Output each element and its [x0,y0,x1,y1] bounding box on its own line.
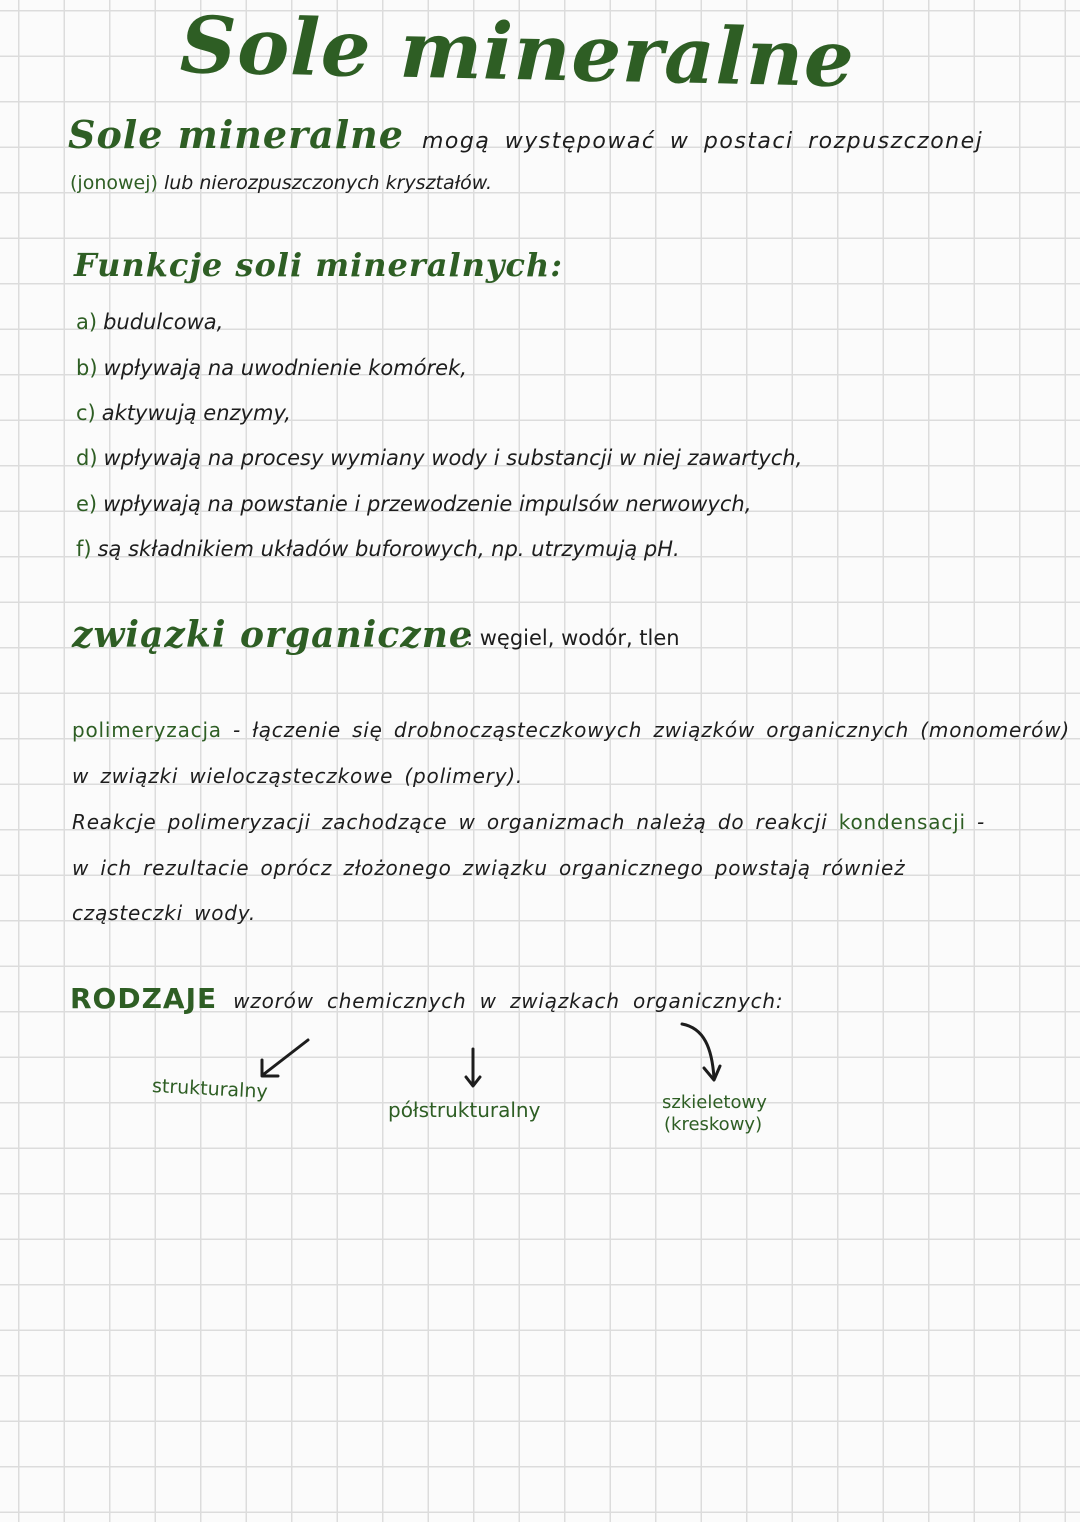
polymerization-line-5: cząsteczki wody. [72,901,257,925]
type-semistructural: półstrukturalny [388,1098,541,1122]
functions-heading: Funkcje soli mineralnych: [74,246,564,284]
function-item-b [76,356,467,380]
intro-line-2 [70,172,492,194]
polymerization-line3-b: - [965,810,986,834]
function-letter: b) [76,356,98,380]
function-text: wpływają na uwodnienie komórek, [103,356,467,380]
function-item-e [76,492,751,516]
type-skeletal: szkieletowy [662,1092,767,1113]
formula-types-lead: RODZAJE [70,982,218,1015]
arrow-down-icon [458,1046,488,1092]
intro-lead: Sole mineralne [68,112,404,157]
function-item-f [76,537,680,561]
organic-elements: : węgiel, wodór, tlen [466,626,680,650]
function-text: wpływają na procesy wymiany wody i substancji w niej zawartych, [103,446,803,470]
polymerization-line3-a: Reakcje polimeryzacji zachodzące w organizmach należą do reakcji [72,810,828,834]
type-skeletal-alt: (kreskowy) [664,1114,763,1135]
polymerization-line-3 [72,810,985,834]
function-item-c [76,401,291,425]
type-structural: strukturalny [151,1074,269,1104]
polymerization-line-2: w związki wielocząsteczkowe (polimery). [72,764,524,788]
intro-line-1 [68,112,983,157]
formula-types-line [70,982,783,1015]
function-item-a [76,310,223,334]
function-letter: e) [76,492,98,516]
polymerization-term: polimeryzacja [72,718,222,742]
intro-line2-text: lub nierozpuszczonych kryształów. [163,172,493,194]
function-letter: f) [76,537,92,561]
intro-text: mogą występować w postaci rozpuszczonej [421,129,984,154]
polymerization-def: - łączenie się drobnocząsteczkowych związków organicznych (monomerów) [221,718,1070,742]
arrow-left-icon [250,1036,320,1086]
function-text: wpływają na powstanie i przewodzenie impulsów nerwowych, [103,492,752,516]
organic-heading: związki organiczne [72,614,473,656]
formula-types-rest: wzorów chemicznych w związkach organicznych: [233,989,784,1013]
function-text: budulcowa, [103,310,224,334]
polymerization-line-4: w ich rezultacie oprócz złożonego związku organicznego powstają również [72,856,906,880]
function-letter: a) [76,310,98,334]
polymerization-line-1 [72,718,1070,742]
function-text: są składnikiem układów buforowych, np. utrzymują pH. [97,537,680,561]
function-text: aktywują enzymy, [101,401,291,425]
condensation-term: kondensacji [838,810,966,834]
function-letter: d) [76,446,98,470]
function-letter: c) [76,401,96,425]
function-item-d [76,446,802,470]
intro-paren: (jonowej) [70,172,158,194]
page-title: Sole mineralne [179,0,856,106]
arrow-right-icon [676,1018,726,1084]
